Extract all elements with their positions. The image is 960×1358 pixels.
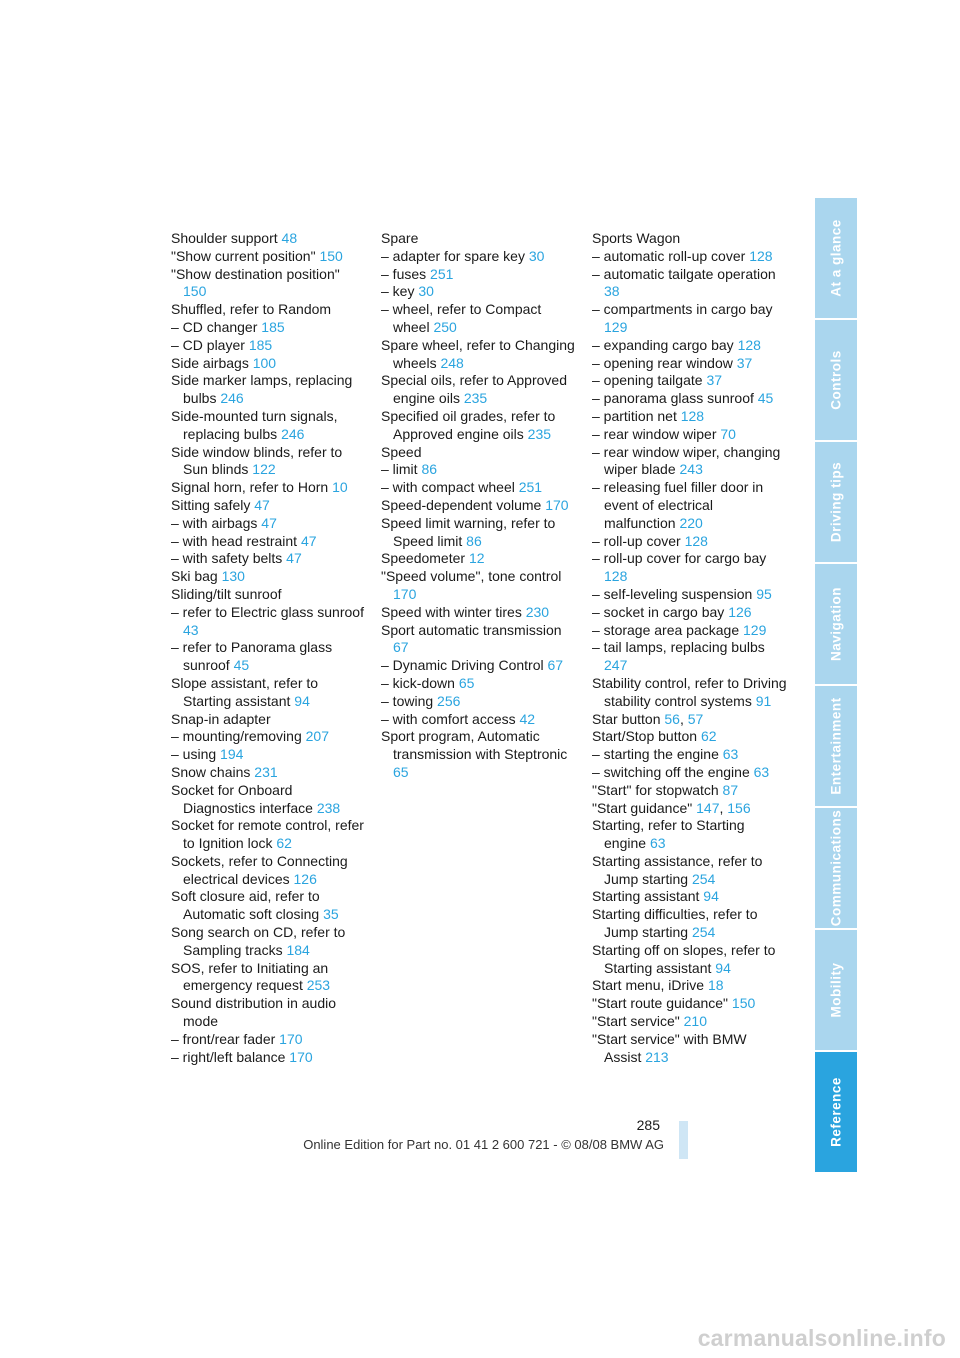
page-link[interactable]: 43 — [183, 621, 199, 638]
index-entry — [171, 853, 366, 889]
page-link[interactable]: 56 — [664, 710, 680, 727]
entry-text: – key — [381, 283, 419, 300]
index-entry — [592, 372, 787, 390]
index-entry — [171, 479, 366, 497]
index-entry — [592, 764, 787, 782]
index-column-3 — [592, 230, 787, 1066]
index-entry — [171, 639, 366, 675]
entry-text: Stability control, refer to Driving stability control systems — [592, 674, 787, 709]
index-column-2 — [381, 230, 576, 782]
entry-text: Song search on CD, refer to Sampling tracks — [171, 924, 346, 958]
index-entry — [171, 924, 366, 960]
page-link[interactable]: 57 — [687, 710, 704, 727]
index-entry — [592, 533, 787, 551]
index-entry — [381, 550, 576, 568]
index-entry — [171, 301, 366, 319]
entry-text: "Start route guidance" — [592, 995, 732, 1012]
index-entry — [171, 266, 366, 302]
page-link[interactable]: 235 — [527, 425, 552, 442]
index-entry — [171, 319, 366, 337]
index-entry — [592, 817, 787, 853]
index-entry — [592, 746, 787, 764]
page-link[interactable]: 42 — [519, 710, 536, 727]
entry-text: Special oils, refer to Approved engine oils — [381, 372, 567, 407]
page-link[interactable]: 238 — [316, 799, 341, 816]
entry-text: Side window blinds, refer to Sun blinds — [171, 443, 343, 478]
index-entry — [592, 942, 787, 978]
entry-text: Sound distribution in audio mode — [171, 995, 337, 1030]
index-entry — [171, 888, 366, 924]
page-link[interactable]: 12 — [468, 550, 485, 567]
page-link[interactable]: 47 — [286, 550, 302, 567]
index-entry: "Start guidance" 147, 156 — [592, 799, 751, 816]
index-entry — [592, 977, 787, 995]
page-number: 285 — [636, 1117, 660, 1133]
entry-text: – panorama glass sunroof — [592, 390, 758, 407]
entry-text: "Start guidance" — [592, 799, 697, 816]
entry-text: Starting difficulties, refer to Jump starting — [592, 906, 758, 941]
index-entry — [171, 497, 366, 515]
entry-text: – towing — [381, 692, 438, 709]
page-link[interactable]: 128 — [749, 247, 773, 264]
index-entry — [381, 622, 576, 658]
index-entry — [171, 355, 366, 373]
page-link[interactable]: 128 — [684, 532, 708, 549]
page-link[interactable]: 122 — [252, 461, 276, 478]
index-entry — [592, 390, 787, 408]
page-link[interactable]: 62 — [276, 835, 292, 852]
tab-label: Controls — [828, 350, 844, 410]
index-entry — [592, 337, 787, 355]
entry-text: "Start service" — [592, 1013, 684, 1030]
index-entry — [171, 515, 366, 533]
entry-text: "Start" for stopwatch — [592, 781, 723, 798]
entry-text: – compartments in cargo bay — [592, 301, 773, 318]
entry-text: – with compact wheel — [381, 479, 519, 496]
entry-text: – roll-up cover for cargo bay — [592, 550, 767, 567]
watermark: carmanualsonline.info — [697, 1325, 946, 1351]
page-link[interactable]: 243 — [679, 461, 703, 478]
entry-text: – self-leveling suspension — [592, 585, 757, 602]
page-link[interactable]: 63 — [753, 763, 770, 780]
page-link[interactable]: 184 — [286, 941, 310, 958]
page-link[interactable]: 18 — [707, 977, 724, 994]
footer-edition: Online Edition for Part no. 01 41 2 600 721 - © 08/08 BMW AG — [303, 1137, 664, 1152]
tab-controls[interactable] — [815, 320, 857, 440]
index-entry — [171, 1049, 366, 1067]
page-link[interactable]: 30 — [528, 247, 545, 264]
page-link[interactable]: 100 — [252, 354, 277, 371]
page-link[interactable]: 170 — [545, 496, 569, 513]
index-entry — [592, 230, 787, 248]
index-entry — [171, 675, 366, 711]
entry-text: – with safety belts — [171, 550, 287, 567]
index-entry — [171, 960, 366, 996]
entry-text: – adapter for spare key — [381, 247, 529, 264]
page-link[interactable]: 30 — [418, 283, 434, 300]
page-link[interactable]: 10 — [332, 479, 348, 496]
tab-entertainment[interactable] — [815, 686, 857, 806]
page-link[interactable]: 156 — [727, 799, 751, 816]
page-link[interactable]: 94 — [294, 692, 310, 709]
entry-text: "Speed volume", tone control — [381, 568, 562, 585]
entry-text: – CD changer — [171, 318, 262, 335]
entry-text: – CD player — [171, 336, 249, 353]
index-entry — [381, 266, 576, 284]
index-entry — [171, 550, 366, 568]
page-link[interactable]: 94 — [703, 888, 719, 905]
entry-text: "Start service" with BMW Assist — [592, 1030, 747, 1065]
page-link[interactable]: 35 — [323, 906, 339, 923]
page-link[interactable]: 246 — [281, 425, 305, 442]
index-entry — [381, 408, 576, 444]
index-entry — [171, 817, 366, 853]
entry-text: Speed limit warning, refer to Speed limit — [381, 514, 556, 549]
index-entry — [592, 639, 787, 675]
index-entry — [592, 622, 787, 640]
page-link[interactable]: 128 — [680, 407, 705, 424]
entry-text: – roll-up cover — [592, 532, 685, 549]
entry-text: "Show destination position" — [171, 265, 340, 282]
index-entry — [171, 372, 366, 408]
entry-text: – socket in cargo bay — [592, 603, 729, 620]
footer-accent-bar — [679, 1121, 688, 1159]
index-entry — [592, 444, 787, 480]
index-entry — [171, 728, 366, 746]
entry-text: Sport program, Automatic transmission with Steptronic — [381, 728, 568, 763]
index-entry — [592, 248, 787, 266]
page-link[interactable]: 87 — [722, 781, 739, 798]
index-entry — [592, 426, 787, 444]
page-link[interactable]: 129 — [604, 318, 628, 335]
page-link[interactable]: 147 — [696, 799, 720, 816]
page-link[interactable]: 254 — [691, 870, 716, 887]
entry-text: Spare wheel, refer to Changing wheels — [381, 336, 575, 371]
entry-text: Shoulder support — [171, 230, 282, 246]
index-entry — [381, 515, 576, 551]
entry-text: Star button — [592, 710, 665, 727]
entry-text: Speed — [381, 443, 422, 460]
index-entry — [171, 1031, 366, 1049]
page-link[interactable]: 150 — [183, 283, 207, 300]
page-link[interactable]: 194 — [220, 746, 244, 763]
page-link[interactable]: 254 — [691, 924, 716, 941]
section-sidebar — [815, 198, 857, 1174]
index-entry — [171, 533, 366, 551]
index-entry — [171, 230, 366, 248]
index-entry — [592, 782, 787, 800]
page-link[interactable]: 247 — [604, 657, 628, 674]
page-link[interactable]: 47 — [261, 514, 277, 531]
page-link[interactable]: 128 — [604, 568, 628, 585]
index-entry — [592, 728, 787, 746]
entry-text: – expanding cargo bay — [592, 336, 738, 353]
entry-text: – using — [171, 746, 221, 763]
entry-text: – rear window wiper — [592, 425, 721, 442]
index-entry — [171, 711, 366, 729]
entry-text: – storage area package — [592, 621, 743, 638]
entry-text: Speed-dependent volume — [381, 496, 546, 513]
page-link[interactable]: 251 — [518, 479, 543, 496]
entry-text: Signal horn, refer to Horn — [171, 479, 333, 496]
index-entry — [381, 283, 576, 301]
entry-text: Speedometer — [381, 550, 469, 567]
index-entry — [381, 337, 576, 373]
index-entry — [381, 248, 576, 266]
entry-text: Socket for remote control, refer to Ignition lock — [171, 817, 364, 852]
tab-label: Entertainment — [828, 697, 844, 795]
page-link[interactable]: 256 — [437, 692, 461, 709]
page-link[interactable]: 170 — [289, 1048, 313, 1065]
page-link[interactable]: 246 — [220, 390, 244, 407]
index-entry — [381, 479, 576, 497]
index-entry — [171, 248, 366, 266]
index-entry — [171, 604, 366, 640]
index-entry — [592, 995, 787, 1013]
entry-text: "Show current position" — [171, 247, 320, 264]
page-link[interactable]: 128 — [737, 336, 761, 353]
index-entry — [592, 408, 787, 426]
page-link[interactable]: 37 — [706, 372, 723, 389]
page-link[interactable]: 185 — [261, 318, 285, 335]
index-entry — [171, 764, 366, 782]
page-link[interactable]: 150 — [319, 247, 343, 264]
index-entry — [381, 728, 576, 781]
entry-text: – partition net — [592, 407, 681, 424]
page-link[interactable]: 86 — [466, 532, 482, 549]
page-link[interactable]: 63 — [649, 835, 666, 852]
index-entry — [381, 675, 576, 693]
entry-text: Sockets, refer to Connecting electrical devices — [171, 852, 348, 887]
index-entry — [381, 657, 576, 675]
page-link[interactable]: 185 — [248, 336, 273, 353]
index-entry — [592, 355, 787, 373]
entry-text: Specified oil grades, refer to Approved engine oils — [381, 407, 556, 442]
page-link[interactable]: 37 — [736, 354, 753, 371]
index-entry — [592, 906, 787, 942]
page-link[interactable]: 235 — [463, 390, 488, 407]
entry-text: Sitting safely — [171, 496, 255, 513]
index-entry — [171, 408, 366, 444]
index-entry — [381, 604, 576, 622]
entry-text: Starting assistant — [592, 888, 704, 905]
page-link[interactable]: 62 — [700, 728, 717, 745]
page-link[interactable]: 250 — [433, 318, 457, 335]
page-link[interactable]: 48 — [281, 230, 298, 246]
page-link[interactable]: 126 — [728, 603, 752, 620]
page-link[interactable]: 220 — [679, 514, 703, 531]
index-entry — [381, 497, 576, 515]
entry-text: Starting assistance, refer to Jump starting — [592, 852, 763, 887]
index-entry — [381, 444, 576, 462]
tab-reference[interactable] — [815, 1052, 857, 1172]
entry-text: – with head restraint — [171, 532, 301, 549]
index-entry — [171, 995, 366, 1031]
entry-text: – automatic tailgate operation — [592, 265, 776, 282]
page-link[interactable]: 231 — [254, 763, 278, 780]
index-entry — [381, 461, 576, 479]
entry-text: – automatic roll-up cover — [592, 247, 750, 264]
entry-text: Slope assistant, refer to Starting assistant — [171, 674, 319, 709]
tab-at-a-glance[interactable] — [815, 198, 857, 318]
index-entry — [381, 693, 576, 711]
index-entry — [592, 888, 787, 906]
entry-text: – front/rear fader — [171, 1030, 280, 1047]
entry-text: Spare — [381, 230, 419, 246]
index-entry — [381, 301, 576, 337]
tab-label: Driving tips — [828, 461, 844, 543]
page-link[interactable]: 129 — [743, 621, 767, 638]
page-link[interactable]: 65 — [393, 763, 409, 780]
index-entry: Star button 56, 57 — [592, 710, 704, 727]
entry-text: Snow chains — [171, 763, 255, 780]
entry-text: Sports Wagon — [592, 230, 681, 246]
page-link[interactable]: 130 — [221, 568, 245, 585]
page-link[interactable]: 45 — [757, 390, 774, 407]
entry-text: Starting off on slopes, refer to Starting assistant — [592, 941, 776, 976]
index-entry — [592, 604, 787, 622]
page-link[interactable]: 170 — [393, 585, 417, 602]
page-link[interactable]: 253 — [306, 977, 331, 994]
entry-text: – starting the engine — [592, 746, 723, 763]
tab-label: At a glance — [828, 219, 844, 297]
entry-text: Start/Stop button — [592, 728, 701, 745]
page-link[interactable]: 95 — [756, 585, 772, 602]
index-entry — [592, 675, 787, 711]
index-entry — [592, 586, 787, 604]
index-entry — [171, 444, 366, 480]
tab-communications[interactable] — [815, 808, 857, 928]
entry-text: – wheel, refer to Compact wheel — [381, 301, 542, 335]
page-link[interactable]: 67 — [393, 639, 409, 656]
entry-text: SOS, refer to Initiating an emergency request — [171, 959, 329, 994]
entry-text: – with comfort access — [381, 710, 520, 727]
entry-text: Starting, refer to Starting engine — [592, 817, 745, 852]
page-link[interactable]: 126 — [293, 870, 317, 887]
entry-text: – opening tailgate — [592, 372, 707, 389]
entry-text: Side airbags — [171, 354, 253, 371]
index-entry — [592, 301, 787, 337]
entry-text: – switching off the engine — [592, 763, 754, 780]
tab-label: Communications — [828, 809, 844, 927]
index-column-1 — [171, 230, 366, 1066]
page-link[interactable]: 213 — [645, 1048, 669, 1065]
tab-mobility[interactable] — [815, 930, 857, 1050]
entry-text: Side-mounted turn signals, replacing bulbs — [171, 407, 338, 442]
entry-text: – tail lamps, replacing bulbs — [592, 639, 765, 656]
entry-text: – opening rear window — [592, 354, 737, 371]
index-entry — [171, 586, 366, 604]
page-link[interactable]: 86 — [421, 461, 438, 478]
index-entry — [592, 479, 787, 532]
entry-text: – mounting/removing — [171, 728, 306, 745]
page-link[interactable]: 170 — [279, 1030, 303, 1047]
entry-text: Start menu, iDrive — [592, 977, 708, 994]
tab-driving-tips[interactable] — [815, 442, 857, 562]
page-link[interactable]: 230 — [525, 603, 550, 620]
page-link[interactable]: 47 — [254, 496, 270, 513]
page-link[interactable]: 47 — [300, 532, 317, 549]
entry-text: – refer to Electric glass sunroof — [171, 603, 364, 620]
index-entry — [171, 337, 366, 355]
index-entry — [381, 711, 576, 729]
page-link[interactable]: 94 — [715, 959, 731, 976]
entry-text: Sliding/tilt sunroof — [171, 585, 282, 602]
index-entry — [171, 746, 366, 764]
entry-text: Ski bag — [171, 568, 222, 585]
page-link[interactable]: 45 — [233, 657, 250, 674]
index-entry — [592, 1031, 787, 1067]
entry-text: – refer to Panorama glass sunroof — [171, 639, 333, 674]
index-entry — [171, 782, 366, 818]
entry-text: Shuffled, refer to Random — [171, 301, 332, 318]
page-link[interactable]: 248 — [440, 354, 464, 371]
entry-text: Soft closure aid, refer to Automatic soft closing — [171, 888, 324, 923]
index-entry — [592, 266, 787, 302]
entry-text: – releasing fuel filler door in event of electrical malfunction — [592, 479, 764, 531]
page-link[interactable]: 251 — [430, 265, 454, 282]
index-entry — [592, 853, 787, 889]
page-link[interactable]: 67 — [547, 657, 564, 674]
index-entry — [171, 568, 366, 586]
tab-label: Mobility — [828, 962, 844, 1018]
entry-text: – with airbags — [171, 514, 262, 531]
entry-text: Speed with winter tires — [381, 603, 526, 620]
index-entry — [592, 550, 787, 586]
entry-text: – rear window wiper, changing wiper blade — [592, 443, 781, 478]
index-entry — [381, 230, 576, 248]
page-link[interactable]: 91 — [755, 692, 772, 709]
page-link[interactable]: 150 — [731, 995, 756, 1012]
page-link[interactable]: 65 — [458, 674, 475, 691]
tab-navigation[interactable] — [815, 564, 857, 684]
index-entry — [381, 372, 576, 408]
index-entry — [592, 1013, 787, 1031]
page-link[interactable]: 207 — [305, 728, 329, 745]
page-link[interactable]: 63 — [722, 746, 739, 763]
page-link[interactable]: 70 — [720, 425, 736, 442]
entry-text: Side marker lamps, replacing bulbs — [171, 372, 353, 407]
entry-text: – right/left balance — [171, 1048, 290, 1065]
tab-label: Navigation — [828, 586, 844, 662]
index-entry — [381, 568, 576, 604]
entry-text: Socket for Onboard Diagnostics interface — [171, 781, 317, 816]
page-link[interactable]: 210 — [683, 1013, 707, 1030]
tab-label: Reference — [828, 1077, 844, 1147]
entry-text: – limit — [381, 461, 422, 478]
entry-text: – fuses — [381, 265, 431, 282]
entry-text: Snap-in adapter — [171, 710, 271, 727]
entry-text: – Dynamic Driving Control — [381, 657, 548, 674]
page-link[interactable]: 38 — [604, 283, 620, 300]
entry-text: Sport automatic transmission — [381, 621, 562, 638]
entry-text: – kick-down — [381, 674, 459, 691]
